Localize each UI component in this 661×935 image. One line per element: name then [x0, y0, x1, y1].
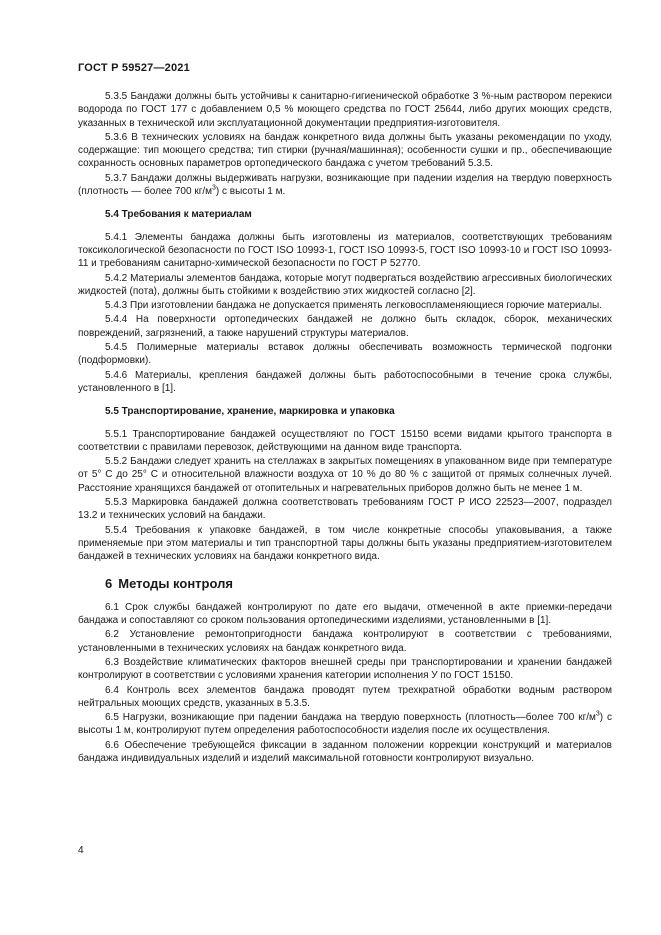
paragraph-5-4-1: 5.4.1 Элементы бандажа должны быть изготовлены из материалов, соответствующих требованиям токсикологической безопасности по ГОСТ ISO 10993-1, ГОСТ ISO 10993-5, ГОСТ ISO 10993-10 и ГОСТ ISO 10993-11 и требованиям санитарно-химической безопасности по ГОСТ Р 52770.: [78, 231, 612, 270]
paragraph-5-3-6: 5.3.6 В технических условиях на бандаж конкретного вида должны быть указаны рекомендации по уходу, содержащие: тип моющего средства; тип стирки (ручная/машинная); особенности сушки и пр., обеспечивающие сохранность основных параметров ортопедического бандажа с учетом требований 5.3.5.: [78, 131, 612, 170]
heading-5-5: 5.5 Транспортирование, хранение, маркировка и упаковка: [105, 406, 395, 418]
paragraph-6-5: [78, 711, 612, 738]
paragraph-5-4-2: 5.4.2 Материалы элементов бандажа, которые могут подвергаться воздействию агрессивных биологических жидкостей (пота), должны быть стойкими к воздействию этих жидкостей согласно [2].: [78, 272, 612, 297]
superscript-3: 3: [595, 710, 600, 718]
paragraph-6-5-text-a: 6.5 Нагрузки, возникающие при падении бандажа на твердую поверхность (плотность—более 700 кг/м: [105, 712, 596, 724]
paragraph-5-4-4: 5.4.4 На поверхности ортопедических бандажей не должно быть складок, сборок, механических повреждений, загрязнений, а также нарушений структуры материалов.: [78, 314, 612, 339]
page-number: 4: [78, 845, 84, 856]
paragraph-6-4: 6.4 Контроль всех элементов бандажа проводят путем трехкратной обработки водным раствором нейтральных моющих средств, указанных в 5.3.5.: [78, 684, 612, 709]
heading-section-6: [78, 577, 612, 590]
paragraph-5-3-7-text-a: 5.3.7 Бандажи должны выдерживать нагрузки, возникающие при падении изделия на твердую поверхность (плотность — более 700 кг/м: [78, 172, 612, 198]
paragraph-5-3-7-text-b: ) с высоты 1 м.: [215, 186, 286, 198]
paragraph-5-3-5: 5.3.5 Бандажи должны быть устойчивы к санитарно-гигиенической обработке 3 %-ным раствором перекиси водорода по ГОСТ 177 с добавлением 0,5 % моющего средства по ГОСТ 25644, либо других моющих средств, указанных в технической или эксплуатационной документации предприятия-изготовителя.: [78, 91, 612, 129]
paragraph-5-4-6: 5.4.6 Материалы, крепления бандажей должны быть работоспособными в течение срока службы, установленного в [1].: [78, 369, 612, 394]
paragraph-5-5-3: 5.5.3 Маркировка бандажей должна соответствовать требованиям ГОСТ Р ИСО 22523—2007, подраздел 13.2 и технических условий на бандажи.: [78, 497, 612, 522]
paragraph-5-4-5: 5.4.5 Полимерные материалы вставок должны обеспечивать возможность термической подгонки (подформовки).: [78, 342, 612, 367]
paragraph-5-3-7: [78, 172, 612, 199]
paragraph-5-5-2: 5.5.2 Бандажи следует хранить на стеллажах в закрытых помещениях в упакованном виде при температуре от 5° С до 25° С и относительной влажности воздуха от 10 % до 80 % с защитой от прямых солнечных лучей. Расстояние хранящихся бандажей от отопительных и нагревательных приборов должно быть не менее 1 м.: [78, 456, 612, 494]
paragraph-5-5-1: 5.5.1 Транспортирование бандажей осуществляют по ГОСТ 15150 всеми видами крытого транспорта в соответствии с правилами перевозок, действующими на данном виде транспорта.: [78, 428, 612, 453]
heading-section-6-number: 6: [105, 575, 113, 591]
document-header: ГОСТ Р 59527—2021: [78, 62, 190, 74]
heading-5-4: 5.4 Требования к материалам: [105, 209, 252, 221]
paragraph-6-6: 6.6 Обеспечение требующейся фиксации в заданном положении коррекции конструкций и материалов бандажа индивидуальных изделий и изделий максимальной готовности контролируют визуально.: [78, 739, 612, 765]
paragraph-6-3: 6.3 Воздействие климатических факторов внешней среды при транспортировании и хранении бандажей контролируют в соответствии с условиями хранения категории исполнения У по ГОСТ 15150.: [78, 656, 612, 682]
paragraph-5-5-4: 5.5.4 Требования к упаковке бандажей, в том числе конкретные способы упаковывания, а также применяемые при этом материалы и тип транспортной тары должны быть указаны предприятием-изготовителем бандажей в технических условиях на бандажи конкретного вида.: [78, 524, 612, 563]
paragraph-6-5-text-b: ) с высоты 1 м, контролируют путем определения работоспособности изделия после их осуществления.: [78, 712, 612, 737]
paragraph-6-1: 6.1 Срок службы бандажей контролируют по дате его выдачи, отмеченной в акте приемки-передачи бандажа и сопоставляют со сроком пользования ортопедическими изделиями, установленными в [1].: [78, 601, 612, 627]
paragraph-6-2: 6.2 Установление ремонтопригодности бандажа контролируют в соответствии с требованиями, установленными в технических условиях на бандаж конкретного вида.: [78, 629, 612, 654]
superscript-3: 3: [212, 184, 216, 192]
paragraph-5-4-3: 5.4.3 При изготовлении бандажа не допускается применять легковоспламеняющиеся горючие материалы.: [105, 300, 603, 312]
document-body: [78, 90, 612, 765]
heading-section-6-title: Методы контроля: [118, 575, 233, 591]
